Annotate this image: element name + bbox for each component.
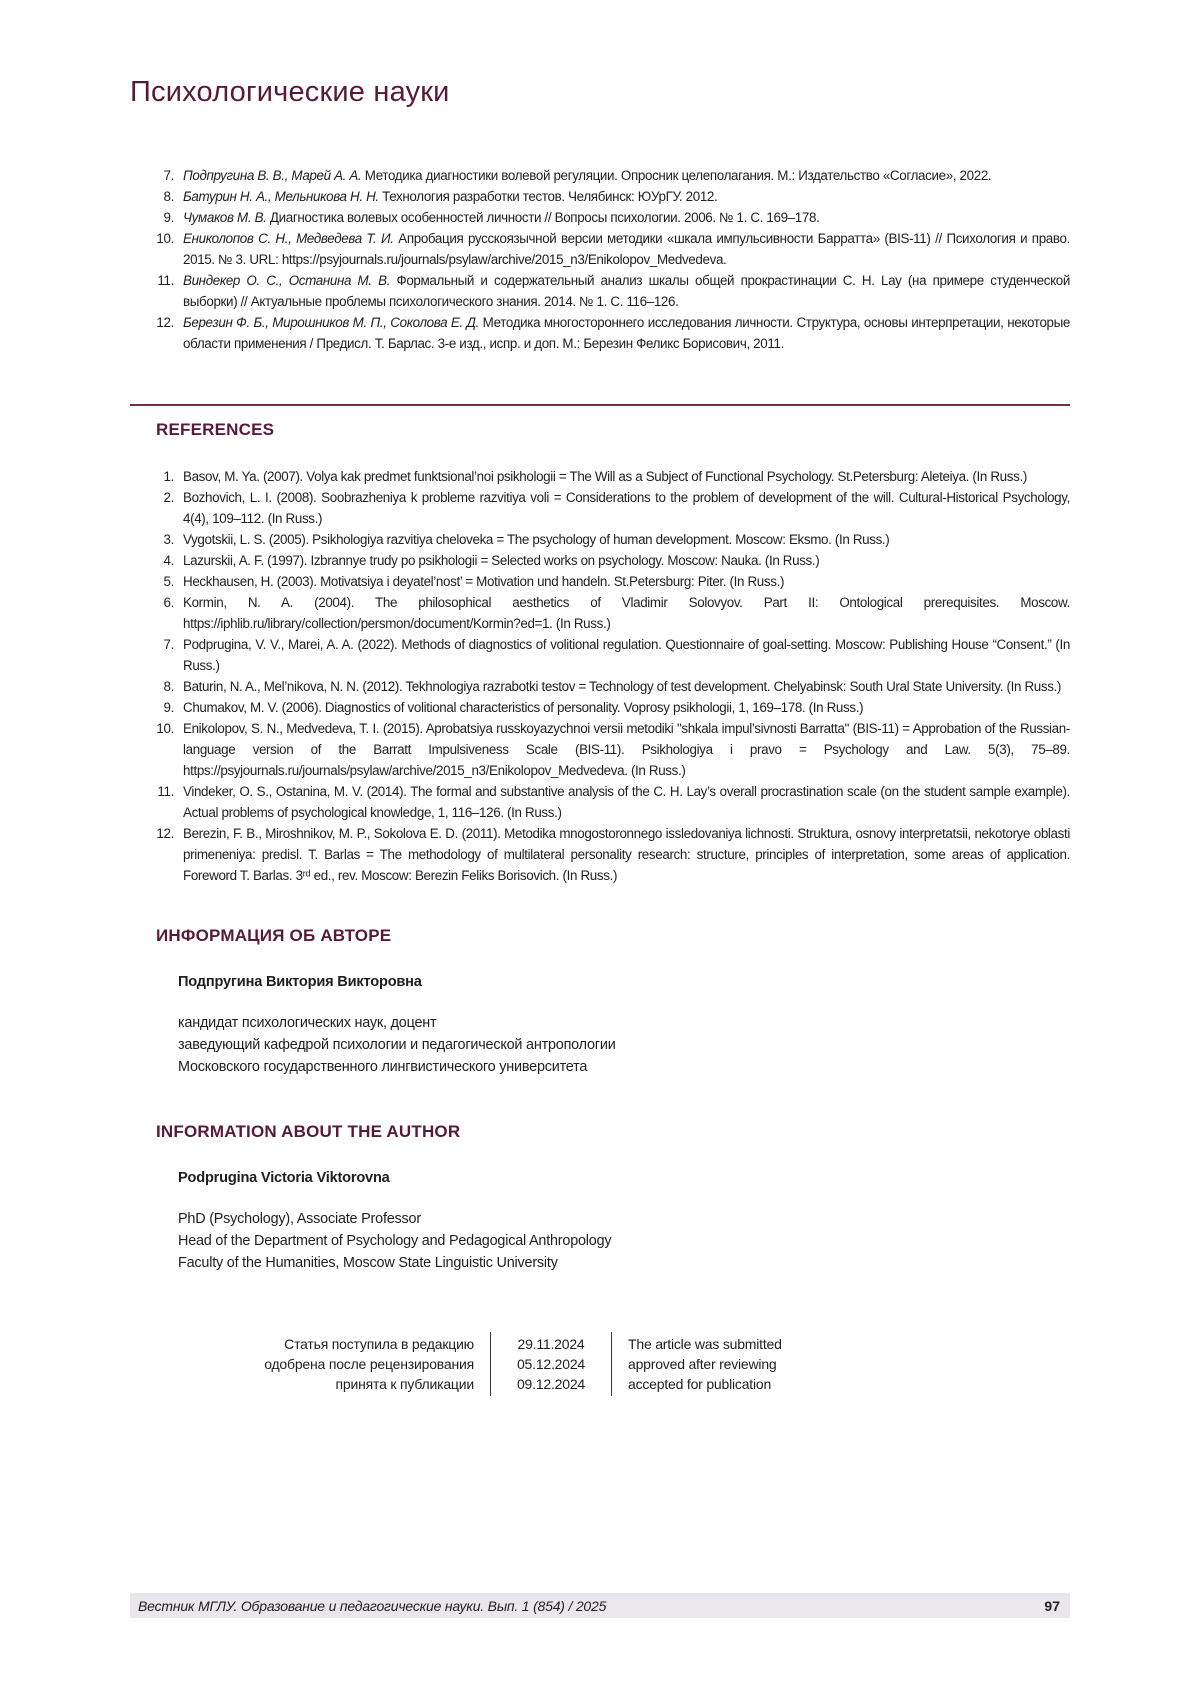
- submission-labels-ru: [130, 1334, 490, 1394]
- reference-number: 8.: [163, 189, 174, 204]
- reference-text: Lazurskii, A. F. (1997). Izbrannye trudy po psikhologii = Selected works on psychology. Moscow: Nauka. (In Russ.): [183, 553, 820, 568]
- russian-reference-list: [130, 165, 1070, 354]
- footer-page-number: 97: [1044, 1597, 1060, 1614]
- author-info-ru: [178, 974, 1070, 1078]
- reference-text: Basov, M. Ya. (2007). Volya kak predmet funktsional’noi psikhologii = The Will as a Subject of Functional Psychology. St.Petersburg: Aleteiya. (In Russ.): [183, 469, 1027, 484]
- reference-authors: Виндекер О. С., Останина М. В.: [183, 273, 391, 288]
- reference-body: Методика диагностики волевой регуляции. Опросник целеполагания. М.: Издательство «Согласие», 2022.: [364, 168, 992, 183]
- submission-label-ru: одобрена после рецензирования: [264, 1356, 474, 1372]
- reference-authors: Ениколопов С. Н., Медведева Т. И.: [183, 231, 394, 246]
- reference-item: [130, 186, 1070, 207]
- author-bio-ru: [178, 1012, 1070, 1078]
- page-title: Психологические науки: [130, 76, 450, 108]
- submission-label-ru: Статья поступила в редакцию: [284, 1336, 474, 1352]
- author-bio-line: заведующий кафедрой психологии и педагогической антропологии: [178, 1037, 616, 1053]
- reference-body: Формальный и содержательный анализ шкалы общей прокрастинации С. Н. Lay (на примере студенческой выборки) // Актуальные проблемы психологического знания. 2014. № 1. С. 116–126.: [183, 273, 1071, 309]
- reference-body: Апробация русскоязычной версии методики «шкала импульсивности Барратта» (BIS-11) // Психология и право. 2015. № 3. URL: https://psyjournals.ru/journals/psylaw/archive/2015_n3/Enikolopov_Medvedeva.: [183, 231, 1070, 267]
- section-divider: [130, 404, 1070, 406]
- reference-text: Vygotskii, L. S. (2005). Psikhologiya razvitiya cheloveka = The psychology of human development. Moscow: Eksmo. (In Russ.): [183, 532, 890, 547]
- reference-number: 10.: [156, 231, 174, 246]
- reference-item: [130, 676, 1070, 697]
- reference-text: [183, 270, 1070, 312]
- submission-date: 05.12.2024: [516, 1356, 586, 1372]
- author-info-en: [178, 1170, 1070, 1274]
- reference-text: [183, 165, 1070, 186]
- reference-text: Podprugina, V. V., Marei, A. A. (2022). Methods of diagnostics of volitional regulation. Questionnaire of goal-setting. Moscow: Publishing House “Consent.” (In Russ.): [183, 637, 1070, 673]
- footer-journal: Вестник МГЛУ. Образование и педагогические науки. Вып. 1 (854) / 2025: [138, 1597, 607, 1614]
- reference-text: Baturin, N. A., Mel’nikova, N. N. (2012). Tekhnologiya razrabotki testov = Technology of test development. Chelyabinsk: South Ural State University. (In Russ.): [183, 679, 1062, 694]
- reference-text: [183, 228, 1070, 270]
- reference-text: Heckhausen, H. (2003). Motivatsiya i deyatel’nost’ = Motivation und handeln. St.Petersburg: Piter. (In Russ.): [183, 574, 785, 589]
- reference-text: Enikolopov, S. N., Medvedeva, T. I. (2015). Aprobatsiya russkoyazychnoi versii metodiki "shkala impul’sivnosti Barratta" (BIS-11) = Approbation of the Russian-language version of the Barratt Impulsiveness Scale (BIS-11). Psikhologiya i pravo = Psychology and Law. 5(3), 75–89. https://psyjournals.ru/journals/psylaw/archive/2015_n3/Enikolopov_Medvedeva. (In Russ.): [183, 721, 1070, 778]
- author-bio-en: [178, 1208, 1070, 1274]
- reference-text: Chumakov, M. V. (2006). Diagnostics of volitional characteristics of personality. Voprosy psikhologii, 1, 169–178. (In Russ.): [183, 700, 864, 715]
- author-bio-line: Faculty of the Humanities, Moscow State Linguistic University: [178, 1255, 558, 1271]
- reference-text: [183, 207, 1070, 228]
- author-bio-line: Head of the Department of Psychology and Pedagogical Anthropology: [178, 1233, 612, 1249]
- author-info-en-heading: INFORMATION ABOUT THE AUTHOR: [156, 1122, 461, 1141]
- reference-item: [130, 165, 1070, 186]
- author-info-ru-heading: ИНФОРМАЦИЯ ОБ АВТОРЕ: [156, 926, 392, 945]
- reference-item: [130, 228, 1070, 270]
- reference-text: Berezin, F. B., Miroshnikov, M. P., Sokolova E. D. (2011). Metodika mnogostoronnego issledovaniya lichnosti. Struktura, osnovy interpretatsii, nekotorye oblasti primeneniya: predisl. T. Barlas = The methodology of multilateral personality research: structure, principles of interpretation, some areas of application. Foreword T. Barlas. 3ʳᵈ ed., rev. Moscow: Berezin Feliks Borisovich. (In Russ.): [183, 826, 1070, 883]
- reference-authors: Чумаков М. В.: [183, 210, 267, 225]
- submission-dates: [491, 1334, 611, 1394]
- reference-item: [130, 634, 1070, 676]
- submission-label-ru: принята к публикации: [335, 1376, 474, 1392]
- reference-item: [130, 466, 1070, 487]
- reference-body: Технология разработки тестов. Челябинск: ЮУрГУ. 2012.: [382, 189, 718, 204]
- reference-number: 2.: [163, 490, 174, 505]
- reference-authors: Березин Ф. Б., Мирошников М. П., Соколова Е. Д.: [183, 315, 479, 330]
- reference-item: [130, 312, 1070, 354]
- references-list: [130, 466, 1070, 886]
- reference-number: 8.: [163, 679, 174, 694]
- references-heading: REFERENCES: [156, 420, 275, 439]
- reference-text: [183, 312, 1070, 354]
- reference-text: Bozhovich, L. I. (2008). Soobrazheniya k probleme razvitiya voli = Considerations to the problem of development of the will. Cultural-Historical Psychology, 4(4), 109–112. (In Russ.): [183, 490, 1070, 526]
- reference-number: 3.: [163, 532, 174, 547]
- reference-item: [130, 270, 1070, 312]
- reference-item: [130, 781, 1070, 823]
- reference-item: [130, 823, 1070, 886]
- reference-item: [130, 550, 1070, 571]
- reference-number: 6.: [163, 595, 174, 610]
- reference-item: [130, 487, 1070, 529]
- reference-text: [183, 186, 1070, 207]
- author-bio-line: Московского государственного лингвистического университета: [178, 1059, 588, 1075]
- reference-number: 9.: [163, 210, 174, 225]
- reference-body: Диагностика волевых особенностей личности // Вопросы психологии. 2006. № 1. С. 169–178.: [269, 210, 820, 225]
- submission-label-en: approved after reviewing: [628, 1356, 777, 1372]
- reference-number: 10.: [156, 721, 174, 736]
- reference-item: [130, 529, 1070, 550]
- submission-label-en: accepted for publication: [628, 1376, 772, 1392]
- reference-number: 11.: [157, 784, 174, 799]
- reference-number: 1.: [163, 469, 174, 484]
- reference-text: Kormin, N. A. (2004). The philosophical aesthetics of Vladimir Solovyov. Part II: Ontological prerequisites. Moscow. https://iphlib.ru/library/collection/persmon/document/Kormin?ed=1. (In Russ.): [183, 595, 1070, 631]
- reference-number: 5.: [163, 574, 174, 589]
- reference-item: [130, 207, 1070, 228]
- reference-number: 12.: [156, 315, 174, 330]
- author-bio-line: PhD (Psychology), Associate Professor: [178, 1211, 421, 1227]
- reference-number: 7.: [163, 637, 174, 652]
- author-bio-line: кандидат психологических наук, доцент: [178, 1015, 437, 1031]
- reference-item: [130, 697, 1070, 718]
- reference-number: 9.: [163, 700, 174, 715]
- reference-number: 11.: [157, 273, 174, 288]
- submission-label-en: The article was submitted: [628, 1336, 782, 1352]
- submission-date: 29.11.2024: [517, 1336, 585, 1352]
- reference-item: [130, 571, 1070, 592]
- submission-info: [130, 1334, 1070, 1394]
- reference-text: Vindeker, O. S., Ostanina, M. V. (2014). The formal and substantive analysis of the C. H. Lay’s overall procrastination scale (on the student sample example). Actual problems of psychological knowledge, 1, 116–126. (In Russ.): [183, 784, 1070, 820]
- author-name-en: Podprugina Victoria Viktorovna: [178, 1170, 390, 1186]
- reference-authors: Подпругина В. В., Марей А. А.: [183, 168, 362, 183]
- submission-labels-en: [612, 1334, 782, 1394]
- reference-item: [130, 718, 1070, 781]
- submission-date: 09.12.2024: [516, 1376, 586, 1392]
- author-name-ru: Подпругина Виктория Викторовна: [178, 974, 422, 990]
- reference-item: [130, 592, 1070, 634]
- reference-number: 4.: [163, 553, 174, 568]
- reference-number: 7.: [163, 168, 174, 183]
- reference-body: Методика многостороннего исследования личности. Структура, основы интерпретации, некоторые области применения / Предисл. Т. Барлас. 3-е изд., испр. и доп. М.: Березин Феликс Борисович, 2011.: [183, 315, 1071, 351]
- footer-bar: [130, 1593, 1070, 1618]
- reference-number: 12.: [156, 826, 174, 841]
- reference-authors: Батурин Н. А., Мельникова Н. Н.: [183, 189, 379, 204]
